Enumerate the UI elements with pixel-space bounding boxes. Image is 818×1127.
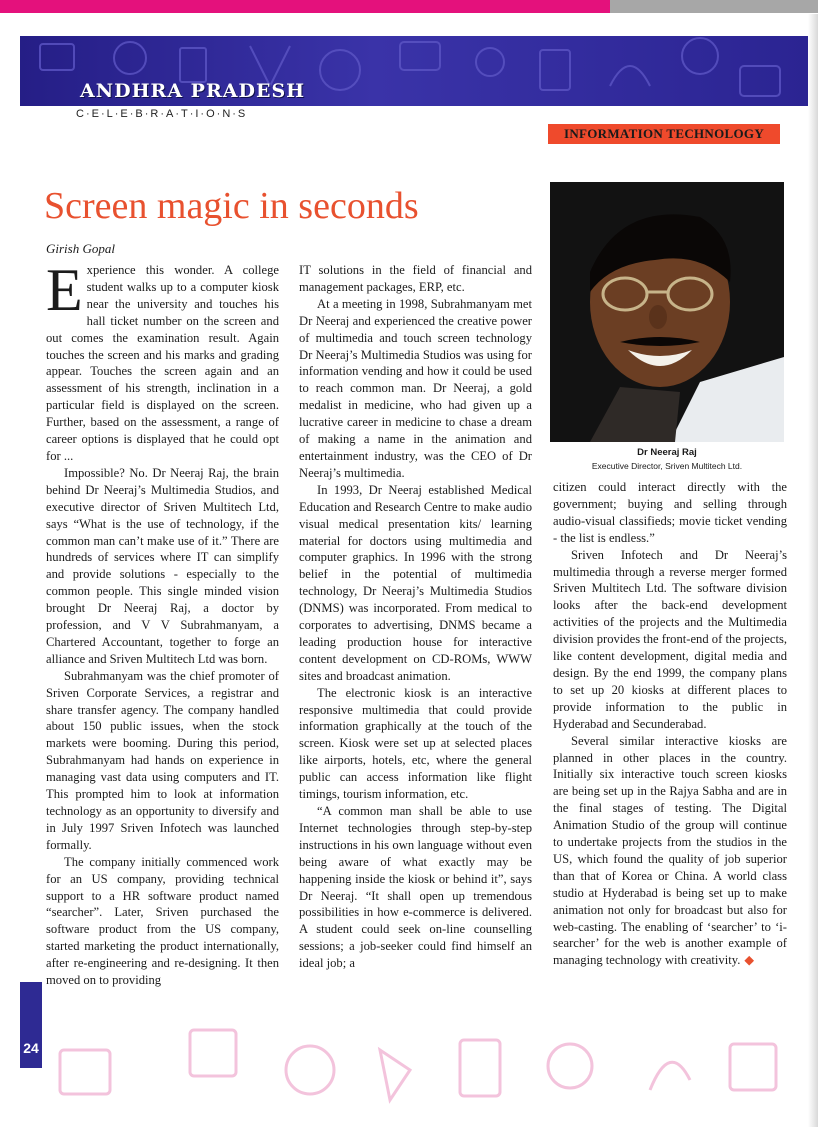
portrait-photo [550, 182, 784, 442]
paragraph: The company initially commenced work for an US company, providing technical support to a HR software product named “searcher”. Later, Sriven purchased the software product from the US company, started marketing the product internationally, after re-engineering and re-designing. It then moved on to providing [46, 854, 279, 988]
paragraph: IT solutions in the field of financial and management packages, ERP, etc. [299, 263, 532, 294]
article-title: Screen magic in seconds [44, 185, 419, 227]
paragraph-text: Several similar interactive kiosks are planned in other places in the country. Initially six interactive touch screen kiosks are being set up in the Rajya Sabha and are in the final stages of testing. The Digital Animation Studio of the group will continue to undertake projects from the studios in the US, which found the quality of job superior than that of Korea or China. A world class studio at Hyderabad is being set up to make animation not only for broadcast but also for web-casting. The enabling of ‘searcher’ to ‘i-searcher’ for the web is another example of managing technology with creativity. [553, 733, 787, 968]
photo-caption-role: Executive Director, Sriven Multitech Ltd. [591, 461, 743, 471]
drop-cap: E [46, 257, 83, 323]
article-column-1 [46, 257, 279, 989]
paragraph: Impossible? No. Dr Neeraj Raj, the brain behind Dr Neeraj’s Multimedia Studios, and executive director of Sriven Multitech Ltd, says “What is the use of technology, if the common man can’t make use of it.” There are hundreds of services where IT can simplify and provide solutions - especially to the common people. This single minded vision brought Dr Neeraj Raj, a doctor by profession, and V V Subrahmanyam, a Chartered Accountant, together to forge an alliance and Sriven Multitech Ltd was born. [46, 465, 279, 666]
section-tag: INFORMATION TECHNOLOGY [548, 124, 780, 144]
photo-caption-name: Dr Neeraj Raj [637, 447, 697, 458]
end-diamond-icon: ◆ [744, 953, 755, 968]
paragraph: At a meeting in 1998, Subrahmanyam met Dr Neeraj and experienced the creative power of multimedia and touch screen technology Dr Neeraj’s Multimedia Studios was using for information vending and how it could be used to reach common man. Dr Neeraj, a gold medalist in medicine, who had given up a lucrative career in medicine to chase a dream of making a name in the animation and entertainment industry, was the CEO of Dr Neeraj’s multimedia. [299, 296, 532, 480]
paragraph: Sriven Infotech and Dr Neeraj’s multimedia through a reverse merger formed Sriven Multitech Ltd. The software division looks after the back-end development activities of the projects and the Multimedia division provides the front-end of the projects, like content development, digital media and design. By the end 1999, the company plans to set up 20 kiosks at different places to provide information to the public in Hyderabad and Secunderabad. [553, 547, 787, 731]
paragraph [46, 257, 279, 465]
article-column-3 [553, 479, 787, 969]
page-number: 24 [23, 1040, 39, 1056]
article-column-2 [299, 262, 532, 972]
paragraph: The electronic kiosk is an interactive responsive multimedia that could provide information graphically at the touch of the screen. Kiosk were set up at selected places like airports, hotels, etc, where the general public can access information like flight timings, tourism information, etc. [299, 685, 532, 802]
footer-decorative-art [50, 1010, 800, 1120]
paragraph [553, 733, 787, 970]
page-edge-shadow [808, 14, 818, 1127]
paragraph: “A common man shall be able to use Internet technologies through step-by-step instructions in his own language without even being aware of what exactly may be happening inside the kiosk or behind it”, says Dr Neeraj. “It shall open up tremendous possibilities in how e-commerce is delivered. A student could seek on-line counselling sessions; a job-seeker could find himself an ideal job; a [299, 804, 532, 971]
top-grey-bar [610, 0, 818, 13]
article-author: Girish Gopal [46, 241, 115, 256]
banner-subtitle: C·E·L·E·B·R·A·T·I·O·N·S [76, 108, 248, 120]
banner-title: ANDHRA PRADESH [80, 80, 306, 102]
paragraph-text: xperience this wonder. A college student walks up to a computer kiosk near the university and touches his hall ticket number on the screen and out comes the examination result. Again touches the screen and his marks and grading appear. Touches the screen again and an assessment of his strength, inclination in a particular field is displayed on the screen. Further, based on the assessment, a range of career options is displayed that he could opt for ... [46, 263, 279, 463]
header-banner [20, 36, 808, 106]
paragraph: In 1993, Dr Neeraj established Medical Education and Research Centre to make audio visual medical presentation kits/ learning material for doctors using multimedia and computer graphics. In 1996 with the strong belief in the potential of multimedia technology, Dr Neeraj’s Multimedia Studios (DNMS) was incorporated. From medical to corporates to advertising, DNMS became a leading production house for interactive content development on CD-ROMs, WWW sites and broadcast animation. [299, 482, 532, 683]
top-color-bar [0, 0, 610, 13]
paragraph: Subrahmanyam was the chief promoter of Sriven Corporate Services, a registrar and share transfer agency. The company handled about 150 public issues, when the stock markets were booming. During this period, Subrahmanyam had hands on experience in managing vast data using computers and IT. This prompted him to look at information technology as an opportunity to diversify and in July 1997 Sriven Infotech was launched formally. [46, 668, 279, 852]
paragraph: citizen could interact directly with the government; buying and selling through audio-visual classifieds; movie ticket vending - the list is endless.” [553, 480, 787, 545]
portrait-illustration [550, 182, 784, 442]
